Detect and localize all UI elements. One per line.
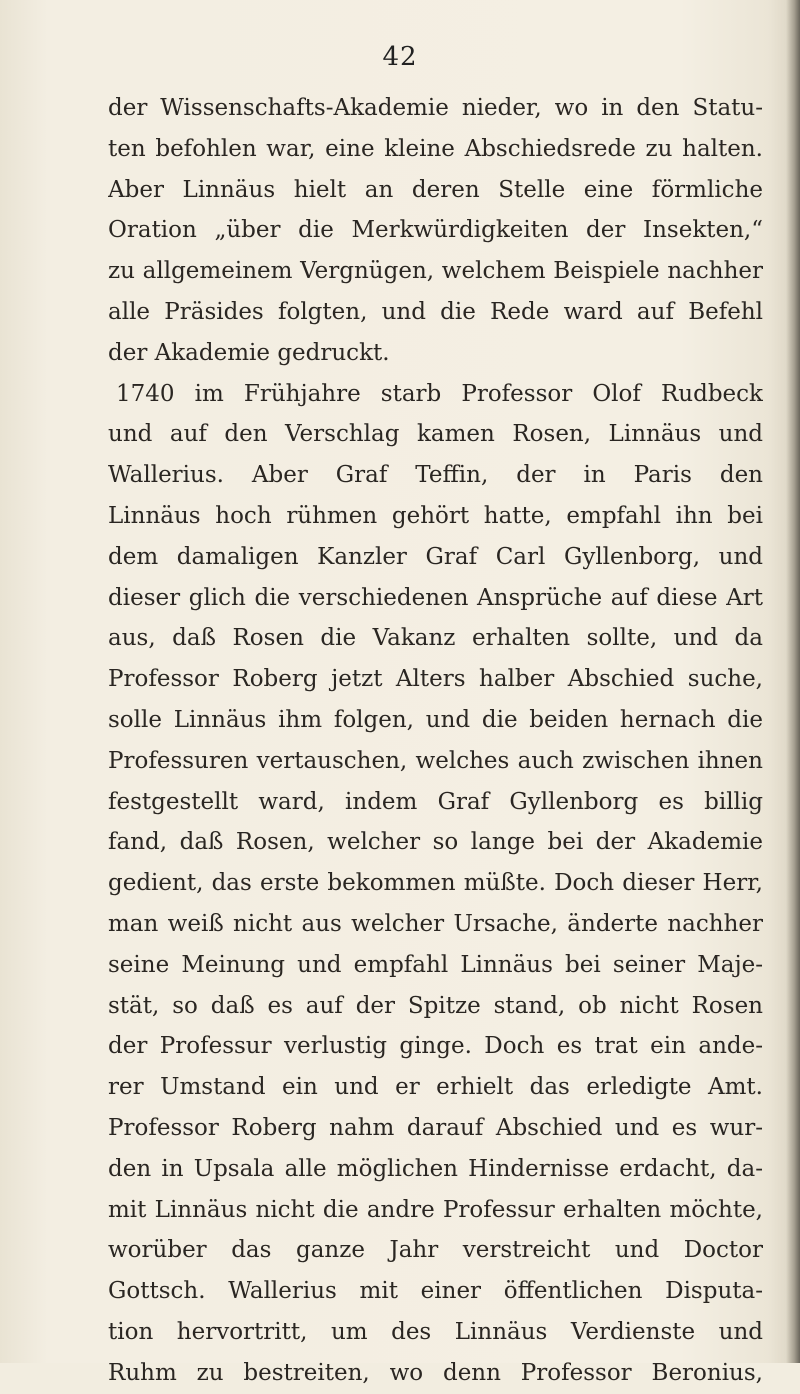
text-line: 1740 im Frühjahre starb Professor Olof Rudbeck [116,380,763,407]
text-line: aus, daß Rosen die Vakanz erhalten sollte, und da [108,625,763,652]
text-line: solle Linnäus ihm folgen, und die beiden hernach die [108,706,763,733]
text-line: der Wissenschafts-Akademie nieder, wo in den Statu- [108,95,763,121]
text-line: den in Upsala alle möglichen Hindernisse erdacht, da- [108,1155,763,1182]
text-line: Ruhm zu bestreiten, wo denn Professor Beronius, [108,1359,763,1386]
text-line: mit Linnäus nicht die andre Professur erhalten möchte, [108,1196,763,1223]
text-line: Professuren vertauschen, welches auch zwischen ihnen [108,747,763,774]
text-line: rer Umstand ein und er erhielt das erledigte Amt. [108,1074,763,1101]
text-line: festgestellt ward, indem Graf Gyllenborg es billig [108,788,763,815]
text-line: zu allgemeinem Vergnügen, welchem Beispiele nachher [108,258,763,285]
page-number: 42 [382,42,418,72]
body-text [108,88,763,1394]
text-line: worüber das ganze Jahr verstreicht und Doctor [108,1237,763,1264]
text-line: Aber Linnäus hielt an deren Stelle eine förmliche [108,176,763,203]
text-line: Wallerius. Aber Graf Teffin, der in Paris den [108,462,763,489]
text-line: alle Präsides folgten, und die Rede ward auf Befehl [108,298,763,325]
text-line: und auf den Verschlag kamen Rosen, Linnäus und [108,421,763,448]
page-edge-shadow [786,0,800,1363]
text-line: dem damaligen Kanzler Graf Carl Gyllenborg, und [108,543,763,570]
text-line: Oration „über die Merkwürdigkeiten der Insekten,“ [108,217,763,244]
text-line: tion hervortritt, um des Linnäus Verdienste und [108,1318,763,1345]
text-line: gedient, das erste bekommen müßte. Doch dieser Herr, [108,870,763,897]
text-line: Gottsch. Wallerius mit einer öffentlichen Disputa- [108,1278,763,1305]
text-line: stät, so daß es auf der Spitze stand, ob nicht Rosen [108,992,763,1019]
text-line: seine Meinung und empfahl Linnäus bei seiner Maje- [108,951,763,978]
text-line: fand, daß Rosen, welcher so lange bei der Akademie [108,829,763,856]
text-line: der Akademie gedruckt. [108,339,390,366]
text-line: der Professur verlustig ginge. Doch es trat ein ande- [108,1033,763,1060]
text-line: Professor Roberg jetzt Alters halber Abschied suche, [108,666,763,693]
text-line: dieser glich die verschiedenen Ansprüche auf diese Art [108,584,763,611]
text-line: ten befohlen war, eine kleine Abschiedsrede zu halten. [108,135,763,162]
text-line: man weiß nicht aus welcher Ursache, änderte nachher [108,910,763,937]
text-line: Linnäus hoch rühmen gehört hatte, empfahl ihn bei [108,502,763,529]
text-line: Professor Roberg nahm darauf Abschied und es wur- [108,1114,763,1141]
